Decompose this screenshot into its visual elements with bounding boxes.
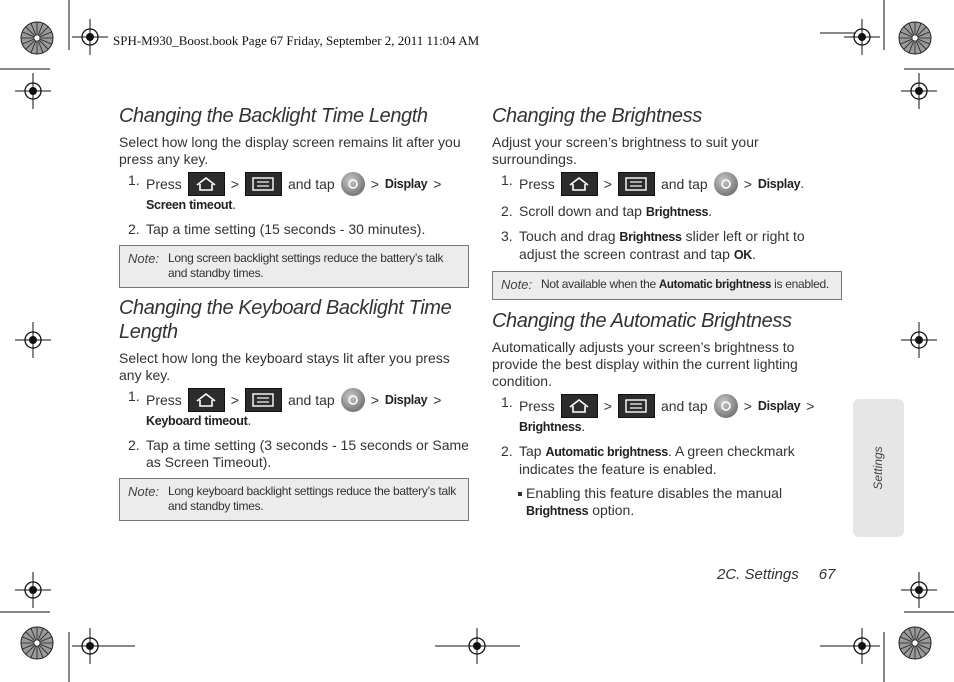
- registration-mark-icon: [901, 73, 937, 109]
- screen-timeout-label: Screen timeout: [146, 198, 233, 212]
- step-text: Scroll down and tap: [519, 203, 642, 219]
- note-box: [119, 478, 469, 521]
- auto-steps: [492, 394, 842, 478]
- keyboard-timeout-label: Keyboard timeout: [146, 414, 248, 428]
- note-text: Long screen backlight settings reduce the battery’s talk and standby times.: [168, 251, 444, 280]
- registration-mark-icon: [15, 73, 51, 109]
- period: .: [247, 412, 252, 428]
- display-label: Display: [757, 177, 801, 191]
- press-text: Press: [146, 391, 182, 408]
- brightness-label: Brightness: [645, 205, 709, 219]
- keyboard-steps: [119, 388, 469, 471]
- step-number: 1.: [501, 172, 513, 188]
- arrow-text: >: [370, 391, 379, 408]
- automatic-brightness-label: Automatic brightness: [658, 279, 772, 291]
- note-box: [119, 245, 469, 288]
- bullet-item: [492, 485, 842, 520]
- automatic-brightness-label: Automatic brightness: [545, 445, 668, 459]
- settings-gear-icon: [714, 172, 738, 196]
- arrow-text: >: [603, 175, 612, 192]
- auto-intro: Automatically adjusts your screen’s brightness to provide the best display within the current lighting condition.: [492, 339, 798, 389]
- and-tap-text: and tap: [287, 391, 335, 408]
- section-title-keyboard: Changing the Keyboard Backlight Time Length: [119, 297, 452, 343]
- and-tap-text: and tap: [660, 397, 708, 414]
- menu-icon: [245, 388, 282, 412]
- registration-mark-icon: [901, 322, 937, 358]
- step-number: 2.: [501, 203, 513, 219]
- registration-mark-icon: [15, 322, 51, 358]
- step-text: Tap a time setting (15 seconds - 30 minutes).: [146, 221, 426, 237]
- arrow-text: >: [230, 175, 239, 192]
- color-wheel-icon: [21, 22, 53, 54]
- settings-gear-icon: [714, 394, 738, 418]
- registration-mark-icon: [15, 572, 51, 608]
- arrow-text: >: [230, 391, 239, 408]
- arrow-text: >: [433, 175, 442, 192]
- keyboard-intro: Select how long the keyboard stays lit after you press any key.: [119, 350, 450, 383]
- display-label: Display: [384, 176, 428, 191]
- left-column: [119, 104, 469, 521]
- and-tap-text: and tap: [660, 175, 708, 192]
- step-number: 2.: [501, 443, 513, 459]
- period: .: [708, 203, 713, 219]
- registration-mark-icon: [901, 572, 937, 608]
- menu-icon: [245, 172, 282, 196]
- step-number: 2.: [128, 437, 140, 453]
- page-footer: [717, 566, 835, 583]
- menu-icon: [618, 394, 655, 418]
- home-icon: [188, 388, 225, 412]
- list-item: [492, 172, 842, 196]
- step-number: 1.: [128, 388, 140, 404]
- footer-section: 2C. Settings: [717, 566, 799, 583]
- period: .: [581, 418, 586, 434]
- period: .: [751, 246, 756, 262]
- home-icon: [188, 172, 225, 196]
- brightness-label: Brightness: [619, 230, 682, 244]
- arrow-text: >: [806, 397, 815, 414]
- registration-mark-icon: [844, 19, 880, 55]
- note-text-part: Not available when the: [541, 277, 656, 291]
- arrow-text: >: [370, 175, 379, 192]
- arrow-text: >: [603, 397, 612, 414]
- right-column: [492, 104, 842, 520]
- list-item: [119, 388, 469, 430]
- period: .: [800, 175, 805, 191]
- period: .: [232, 196, 236, 212]
- backlight-steps: [119, 172, 469, 238]
- settings-gear-icon: [341, 388, 365, 412]
- list-item: [119, 172, 469, 214]
- step-text: . A green checkmark indicates the feature is enabled.: [519, 443, 795, 477]
- color-wheel-icon: [21, 627, 53, 659]
- press-text: Press: [146, 175, 182, 192]
- backlight-intro: Select how long the display screen remains lit after you press any key.: [119, 134, 461, 167]
- arrow-text: >: [743, 175, 752, 192]
- arrow-text: >: [743, 397, 752, 414]
- ok-label: OK: [733, 248, 752, 262]
- bullet-text: Enabling this feature disables the manual: [526, 485, 783, 501]
- note-text-part: is enabled.: [774, 277, 829, 291]
- print-header: SPH-M930_Boost.book Page 67 Friday, September 2, 2011 11:04 AM: [113, 33, 480, 48]
- side-tab-label: Settings: [871, 446, 885, 490]
- step-number: 1.: [501, 394, 513, 410]
- step-text: Tap a time setting (3 seconds - 15 seconds or Same as Screen Timeout).: [146, 437, 469, 470]
- and-tap-text: and tap: [287, 175, 335, 192]
- list-item: [492, 443, 842, 478]
- note-box: [492, 271, 842, 300]
- registration-mark-icon: [72, 19, 108, 55]
- home-icon: [561, 172, 598, 196]
- brightness-intro: Adjust your screen’s brightness to suit your surroundings.: [492, 134, 759, 167]
- list-item: [492, 228, 842, 264]
- home-icon: [561, 394, 598, 418]
- brightness-label: Brightness: [519, 420, 582, 434]
- list-item: [492, 394, 842, 436]
- step-number: 1.: [128, 172, 140, 188]
- page-number: 67: [818, 566, 836, 583]
- note-text: [541, 277, 829, 293]
- bullet-text: option.: [592, 502, 635, 518]
- color-wheel-icon: [899, 22, 931, 54]
- settings-gear-icon: [341, 172, 365, 196]
- list-item: [119, 437, 469, 471]
- step-number: 2.: [128, 221, 140, 237]
- display-label: Display: [757, 398, 801, 413]
- color-wheel-icon: [899, 627, 931, 659]
- display-label: Display: [384, 392, 428, 407]
- note-label: Note:: [128, 251, 160, 266]
- note-label: Note:: [501, 277, 533, 292]
- brightness-steps: [492, 172, 842, 264]
- section-title-backlight: Changing the Backlight Time Length: [119, 105, 428, 127]
- bullet-marker: [518, 492, 522, 496]
- note-text: Long keyboard backlight settings reduce the battery’s talk and standby times.: [168, 484, 456, 513]
- step-text: Tap: [519, 443, 542, 459]
- brightness-label: Brightness: [526, 504, 589, 518]
- section-title-brightness: Changing the Brightness: [492, 105, 702, 127]
- arrow-text: >: [433, 391, 442, 408]
- step-text: Touch and drag: [519, 228, 616, 244]
- section-title-automatic-brightness: Changing the Automatic Brightness: [492, 310, 792, 332]
- list-item: [492, 203, 842, 221]
- step-text: slider left or right to adjust the screen contrast and tap: [519, 228, 805, 262]
- press-text: Press: [519, 175, 555, 192]
- note-label: Note:: [128, 484, 160, 499]
- step-number: 3.: [501, 228, 513, 244]
- press-text: Press: [519, 397, 555, 414]
- menu-icon: [618, 172, 655, 196]
- list-item: [119, 221, 469, 238]
